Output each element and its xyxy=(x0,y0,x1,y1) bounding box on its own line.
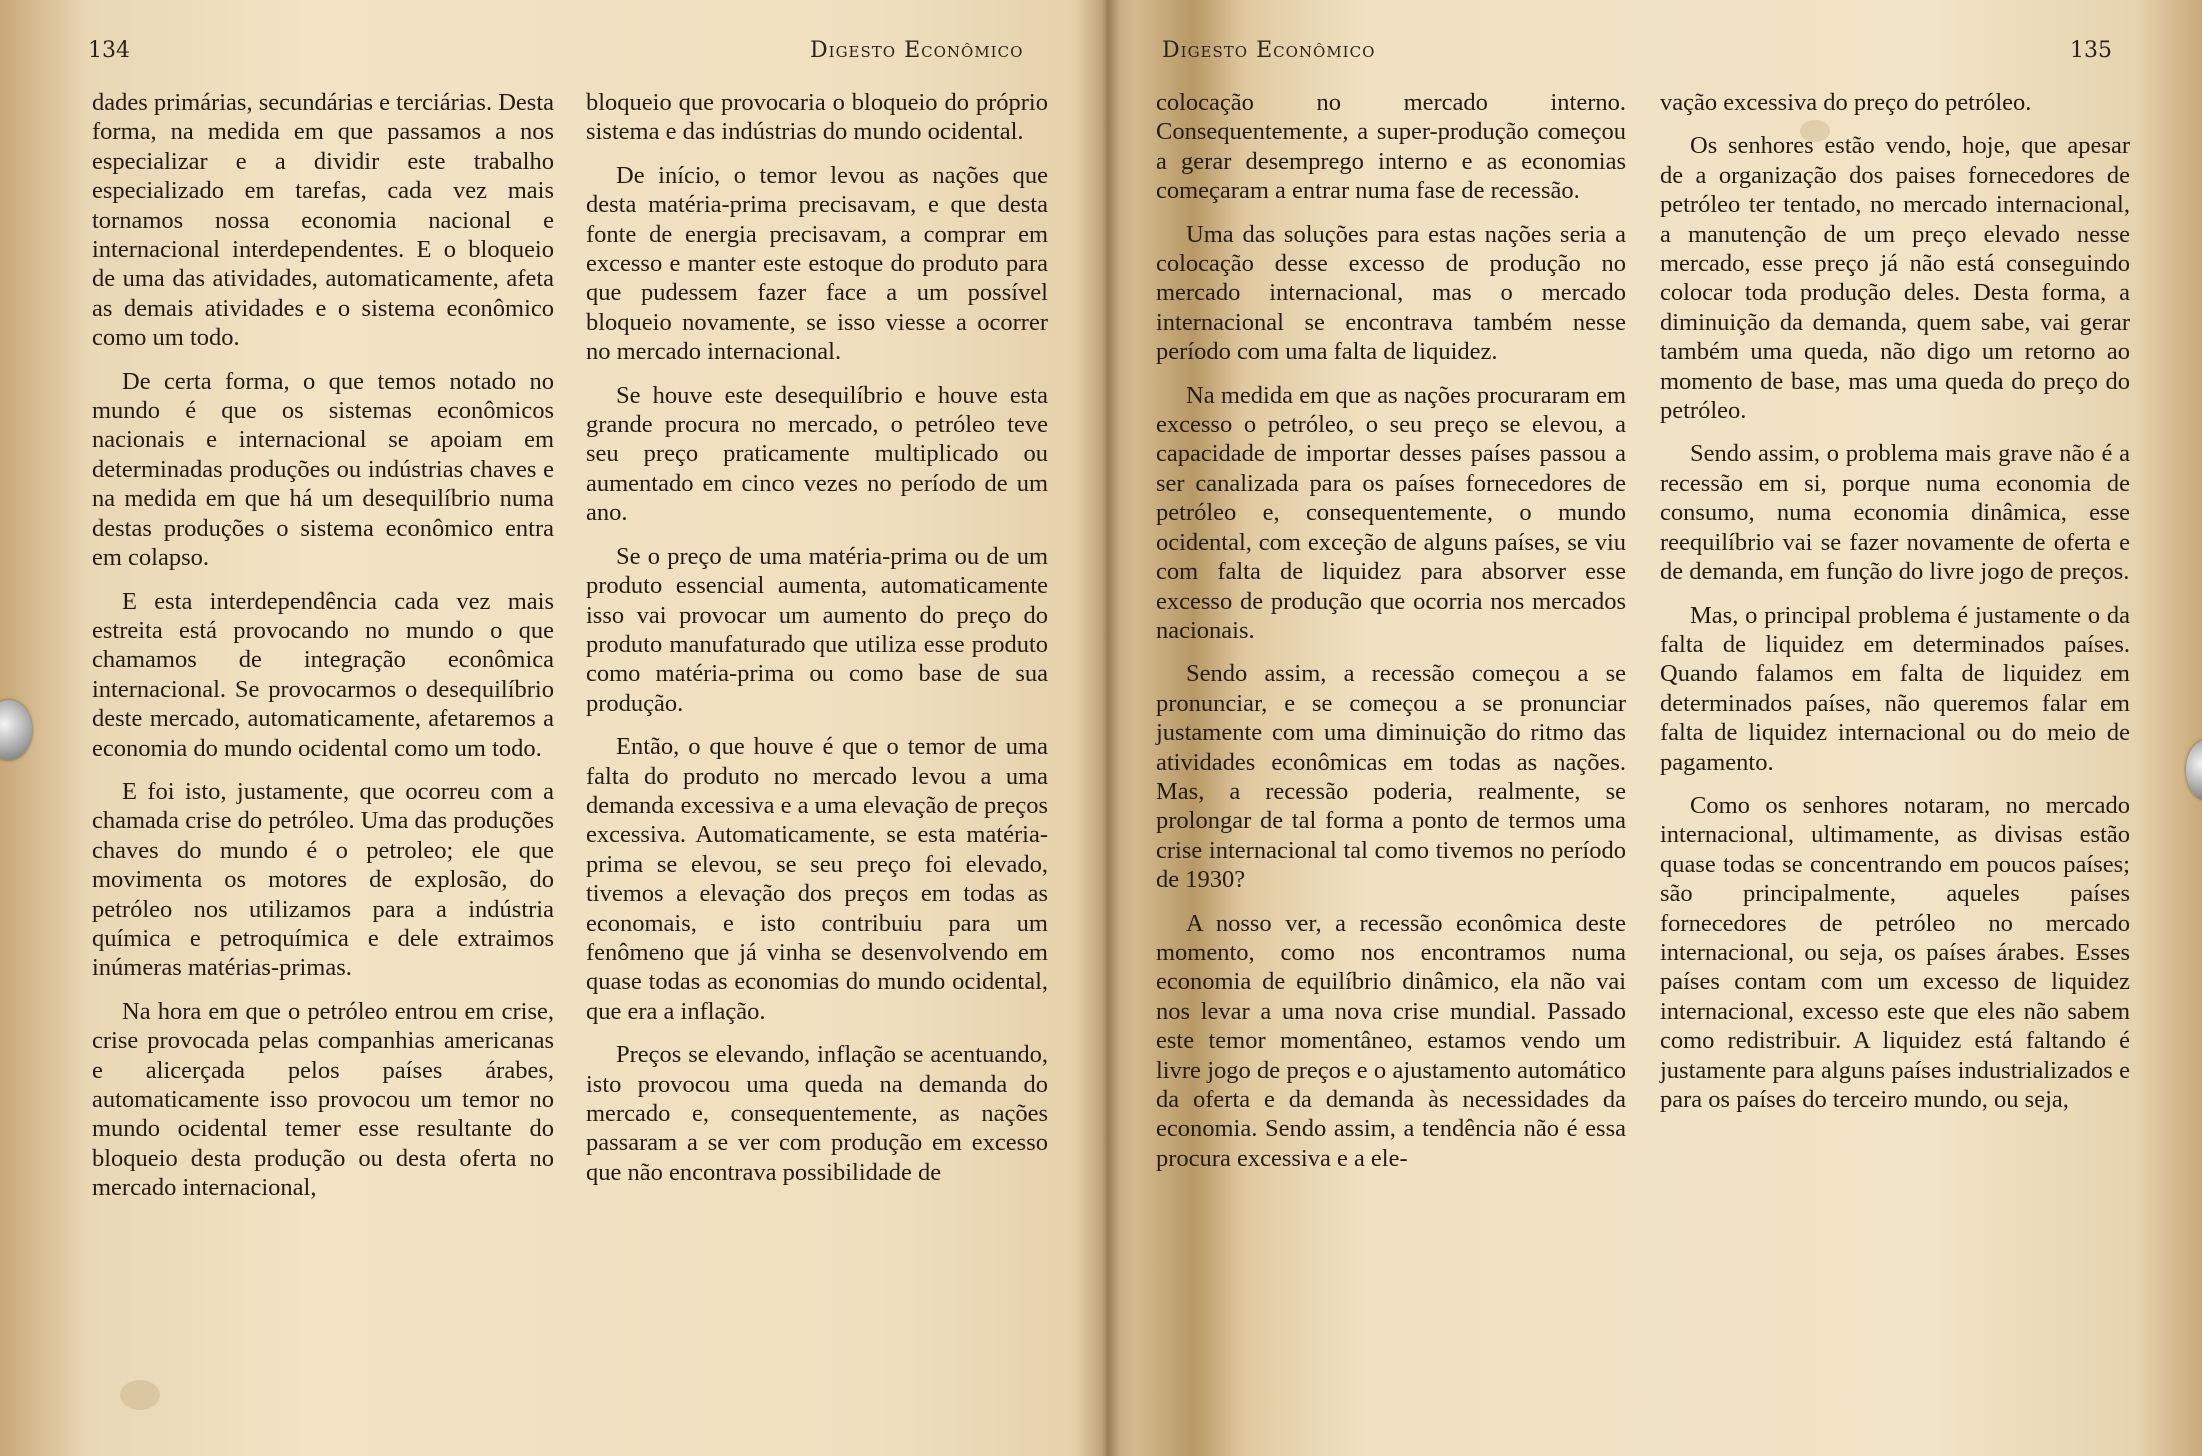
paragraph: dades primárias, secundárias e terciárias. Desta forma, na medida em que passamos a nos especializar e a dividir este trabalho especializado em tarefas, cada vez mais tornamos nossa economia nacional e internacional interdependentes. E o bloqueio de uma das atividades, automaticamente, afeta as demais atividades e o sistema econômico como um todo. xyxy=(92,89,554,352)
paragraph: Na medida em que as nações procuraram em excesso o petróleo, o seu preço se elevou, a capacidade de importar desses países passou a ser canalizada para os países fornecedores de petróleo e, consequentemente, o mundo ocidental, com exceção de alguns países, se viu com falta de liquidez para absorver esse excesso de produção que ocorria nos mercados nacionais. xyxy=(1156,381,1626,644)
left-page xyxy=(0,0,1100,1456)
text-column-2 xyxy=(1660,88,2130,1128)
paragraph: Na hora em que o petróleo entrou em crise, crise provocada pelas companhias americanas e alicerçada pelos países árabes, automaticamente isso provocou um temor no mundo ocidental temer esse resultante do bloqueio desta produção ou desta oferta no mercado internacional, xyxy=(92,997,554,1202)
paragraph: Sendo assim, a recessão começou a se pronunciar, e se começou a se pronunciar justamente com uma diminuição do ritmo das atividades econômicas em todas as nações. Mas, a recessão poderia, realmente, se prolongar de tal forma a ponto de termos uma crise internacional tal como tivemos no período de 1930? xyxy=(1156,660,1626,894)
paragraph: Preços se elevando, inflação se acentuando, isto provocou uma queda na demanda do mercado e, consequentemente, as nações passaram a se ver com produção em excesso que não encontrava possibilidade de xyxy=(586,1041,1048,1186)
paragraph: Mas, o principal problema é justamente o da falta de liquidez em determinados países. Quando falamos em falta de liquidez em determinados países, não queremos falar em falta de liquidez internacional ou do meio de pagamento. xyxy=(1660,601,2130,776)
paragraph: De certa forma, o que temos notado no mundo é que os sistemas econômicos nacionais e internacional se apoiam em determinadas produções ou indústrias chaves e na medida em que há um desequilíbrio numa destas produções o sistema econômico entra em colapso. xyxy=(92,367,554,572)
paragraph: colocação no mercado interno. Consequentemente, a super-produção começou a gerar desemprego interno e as economias começaram a entrar numa fase de recessão. xyxy=(1156,89,1626,205)
paragraph: Uma das soluções para estas nações seria a colocação desse excesso de produção no mercado internacional, mas o mercado internacional se encontrava também nesse período com uma falta de liquidez. xyxy=(1156,220,1626,366)
paragraph: A nosso ver, a recessão econômica deste momento, como nos encontramos numa economia de equilíbrio dinâmico, ela não vai nos levar a uma nova crise mundial. Passado este temor momentâneo, estamos vendo um livre jogo de preços e o ajustamento automático da oferta e da demanda às necessidades da economia. Sendo assim, a tendência não é essa procura excessiva e a ele- xyxy=(1156,909,1626,1172)
paragraph: E esta interdependência cada vez mais estreita está provocando no mundo o que chamamos de integração econômica internacional. Se provocarmos o desequilíbrio deste mercado, automaticamente, afetaremos a economia do mundo ocidental como um todo. xyxy=(92,587,554,762)
running-head: Digesto Econômico xyxy=(1162,38,1376,63)
text-column-1 xyxy=(92,88,554,1217)
paragraph: Sendo assim, o problema mais grave não é a recessão em si, porque numa economia de consumo, numa economia dinâmica, esse reequilíbrio vai se fazer novamente de oferta e de demanda, em função do livre jogo de preços. xyxy=(1660,440,2130,586)
text-column-2 xyxy=(586,88,1048,1201)
page-number: 134 xyxy=(88,38,130,63)
paragraph: De início, o temor levou as nações que desta matéria-prima precisavam, e que desta fonte de energia precisavam, a comprar em excesso e manter este estoque do produto para que pudessem fazer face a um possível bloqueio novamente, se isso viesse a ocorrer no mercado internacional. xyxy=(586,161,1048,366)
paragraph: Então, o que houve é que o temor de uma falta do produto no mercado levou a uma demanda excessiva e a uma elevação de preços excessiva. Automaticamente, se esta matéria-prima se elevou, se seu preço foi elevado, tivemos a elevação dos preços em todas as economais, e isto contribuiu para um fenômeno que já vinha se desenvolvendo em quase todas as economias do mundo ocidental, que era a inflação. xyxy=(586,733,1048,1025)
paragraph: Como os senhores notaram, no mercado internacional, ultimamente, as divisas estão quase todas se concentrando em poucos países; são principalmente, aqueles países fornecedores de petróleo no mercado internacional, ou seja, os países árabes. Esses países contam com um excesso de liquidez internacional, excesso este que eles não sabem como redistribuir. A liquidez está faltando é justamente para alguns países industrializados e para os países do terceiro mundo, ou seja, xyxy=(1660,791,2130,1113)
text-column-1 xyxy=(1156,88,1626,1187)
paragraph: vação excessiva do preço do petróleo. xyxy=(1660,89,2032,116)
page-number: 135 xyxy=(2070,38,2112,63)
paragraph: Os senhores estão vendo, hoje, que apesar de a organização dos paises fornecedores de petróleo ter tentado, no mercado internacional, a manutenção de um preço elevado nesse mercado, esse preço já não está conseguindo colocar toda produção deles. Desta forma, a diminuição da demanda, quem sabe, vai gerar também uma queda, não digo um retorno ao momento de base, mas uma queda do preço do petróleo. xyxy=(1660,132,2130,425)
paragraph: E foi isto, justamente, que ocorreu com a chamada crise do petróleo. Uma das produções chaves do mundo é o petroleo; ele que movimenta os motores de explosão, do petróleo nos utilizamos para a indústria química e petroquímica e dele extraimos inúmeras matérias-primas. xyxy=(92,777,554,982)
right-page xyxy=(1110,0,2202,1456)
running-head: Digesto Econômico xyxy=(810,38,1024,63)
paragraph: Se houve este desequilíbrio e houve esta grande procura no mercado, o petróleo teve seu preço praticamente multiplicado ou aumentado em cinco vezes no período de um ano. xyxy=(586,381,1048,527)
paragraph: bloqueio que provocaria o bloqueio do próprio sistema e das indústrias do mundo ocidental. xyxy=(586,89,1048,146)
paragraph: Se o preço de uma matéria-prima ou de um produto essencial aumenta, automaticamente isso vai provocar um aumento do preço do produto manufaturado que utiliza esse produto como matéria-prima ou como base de sua produção. xyxy=(586,542,1048,717)
